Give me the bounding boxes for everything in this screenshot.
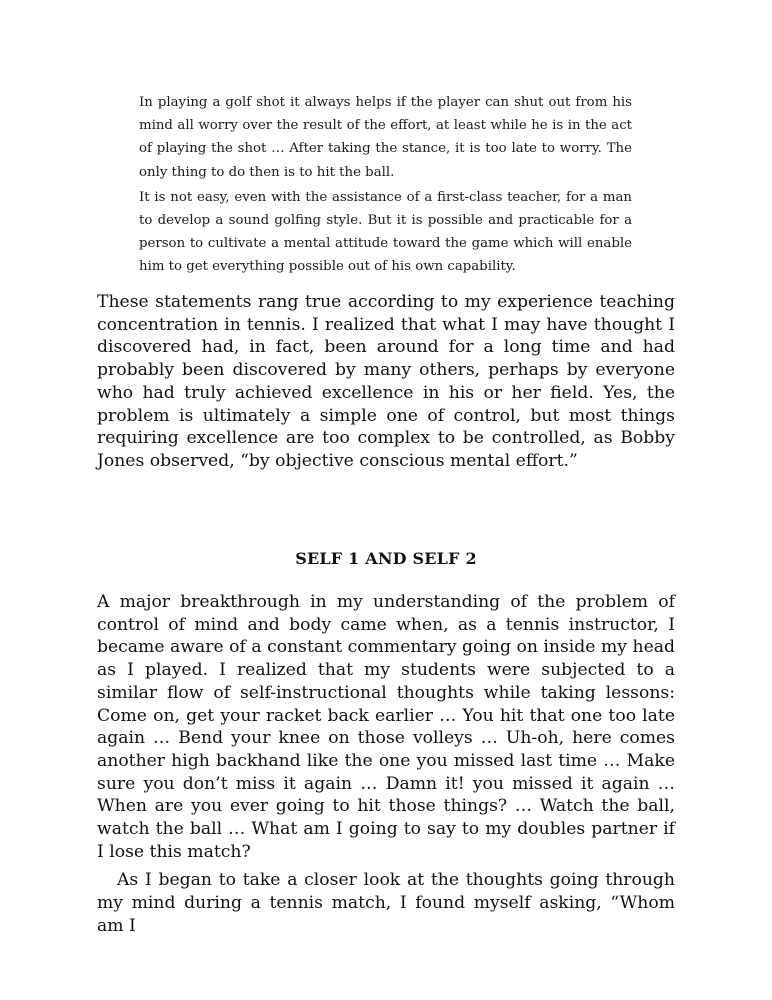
quote-paragraph-2: It is not easy, even with the assistance of a first-class teacher, for a man to develop a sound golfing style. But it is possible and practicable for a person to cultivate a mental attitude toward the game which will enable him to get everything possible out of his own capability. — [139, 189, 632, 275]
body-text-bottom — [97, 591, 675, 938]
quote-paragraph-1: In playing a golf shot it always helps if the player can shut out from his mind all worry over the result of the effort, at least while he is in the act of playing the shot … After taking the stance, it is too late to worry. The only thing to do then is to hit the ball. — [139, 95, 632, 180]
section-heading: SELF 1 AND SELF 2 — [295, 549, 477, 568]
block-quote — [139, 91, 632, 281]
body-text-top — [97, 291, 675, 473]
body-paragraph-closer-look: As I began to take a closer look at the thoughts going through my mind during a tennis match, I found myself asking, “Whom am I — [97, 870, 675, 936]
body-paragraph-statements: These statements rang true according to my experience teaching concentration in tennis. I realized that what I may have thought I discovered had, in fact, been around for a long time and had probably been discovered by many others, perhaps by everyone who had truly achieved excellence in his or her field. Yes, the problem is ultimately a simple one of control, but most things requiring excellence are too complex to be controlled, as Bobby Jones observed, “by objective conscious mental effort.” — [97, 292, 675, 471]
body-paragraph-breakthrough: A major breakthrough in my understanding of the problem of control of mind and body came when, as a tennis instructor, I became aware of a constant commentary going on inside my head as I played. I realized that my students were subjected to a similar flow of self-instructional thoughts while taking lessons: Come on, get your racket back earlier … You hit that one too late again … Bend your knee on those volleys … Uh-oh, here comes another high backhand like the one you missed last time … Make sure you don’t miss it again … Damn it! you missed it again … When are you ever going to hit those things? … Watch the ball, watch the ball … What am I going to say to my doubles partner if I lose this match? — [97, 592, 675, 862]
